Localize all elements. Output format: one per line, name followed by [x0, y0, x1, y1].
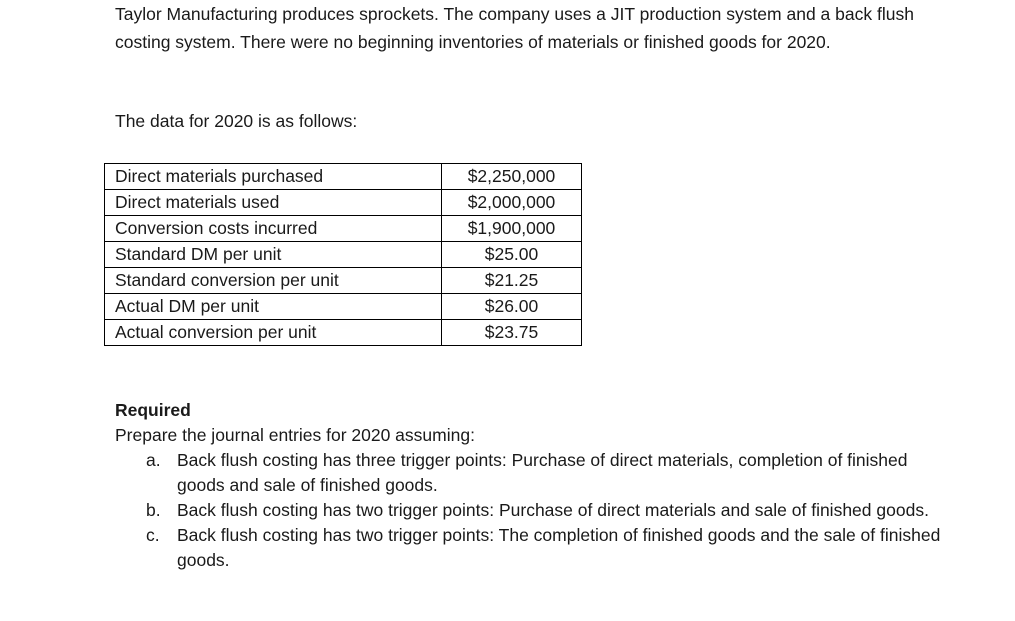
required-lead: Prepare the journal entries for 2020 assuming:	[115, 425, 475, 445]
list-item	[115, 523, 955, 573]
table-row	[105, 216, 582, 242]
row-label: Actual conversion per unit	[105, 320, 442, 346]
row-value: $2,000,000	[442, 190, 582, 216]
table-row	[105, 190, 582, 216]
row-label: Direct materials purchased	[105, 164, 442, 190]
row-value: $25.00	[442, 242, 582, 268]
row-value: $2,250,000	[442, 164, 582, 190]
list-item	[115, 448, 955, 498]
list-item-text: Back flush costing has two trigger points: The completion of finished goods and the sale of finished goods.	[177, 525, 941, 570]
intro-paragraph: Taylor Manufacturing produces sprockets. The company uses a JIT production system and a back flush costing system. There were no beginning inventories of materials or finished goods for 2020.	[115, 4, 914, 52]
list-marker: c.	[146, 525, 160, 545]
table-row	[105, 320, 582, 346]
row-label: Standard DM per unit	[105, 242, 442, 268]
table-row	[105, 294, 582, 320]
row-value: $21.25	[442, 268, 582, 294]
required-section	[115, 398, 955, 573]
data-table	[104, 163, 582, 346]
row-label: Standard conversion per unit	[105, 268, 442, 294]
list-marker: a.	[146, 450, 161, 470]
list-item-text: Back flush costing has three trigger points: Purchase of direct materials, completion of finished goods and sale of finished goods.	[177, 450, 908, 495]
row-value: $1,900,000	[442, 216, 582, 242]
table-row	[105, 242, 582, 268]
row-value: $26.00	[442, 294, 582, 320]
data-lead-text: The data for 2020 is as follows:	[115, 111, 358, 131]
list-item	[115, 498, 955, 523]
row-label: Conversion costs incurred	[105, 216, 442, 242]
table-row	[105, 164, 582, 190]
table-row	[105, 268, 582, 294]
requirement-list	[115, 448, 955, 573]
row-value: $23.75	[442, 320, 582, 346]
row-label: Direct materials used	[105, 190, 442, 216]
list-item-text: Back flush costing has two trigger points: Purchase of direct materials and sale of finished goods.	[177, 500, 929, 520]
list-marker: b.	[146, 500, 161, 520]
row-label: Actual DM per unit	[105, 294, 442, 320]
required-heading: Required	[115, 400, 191, 420]
